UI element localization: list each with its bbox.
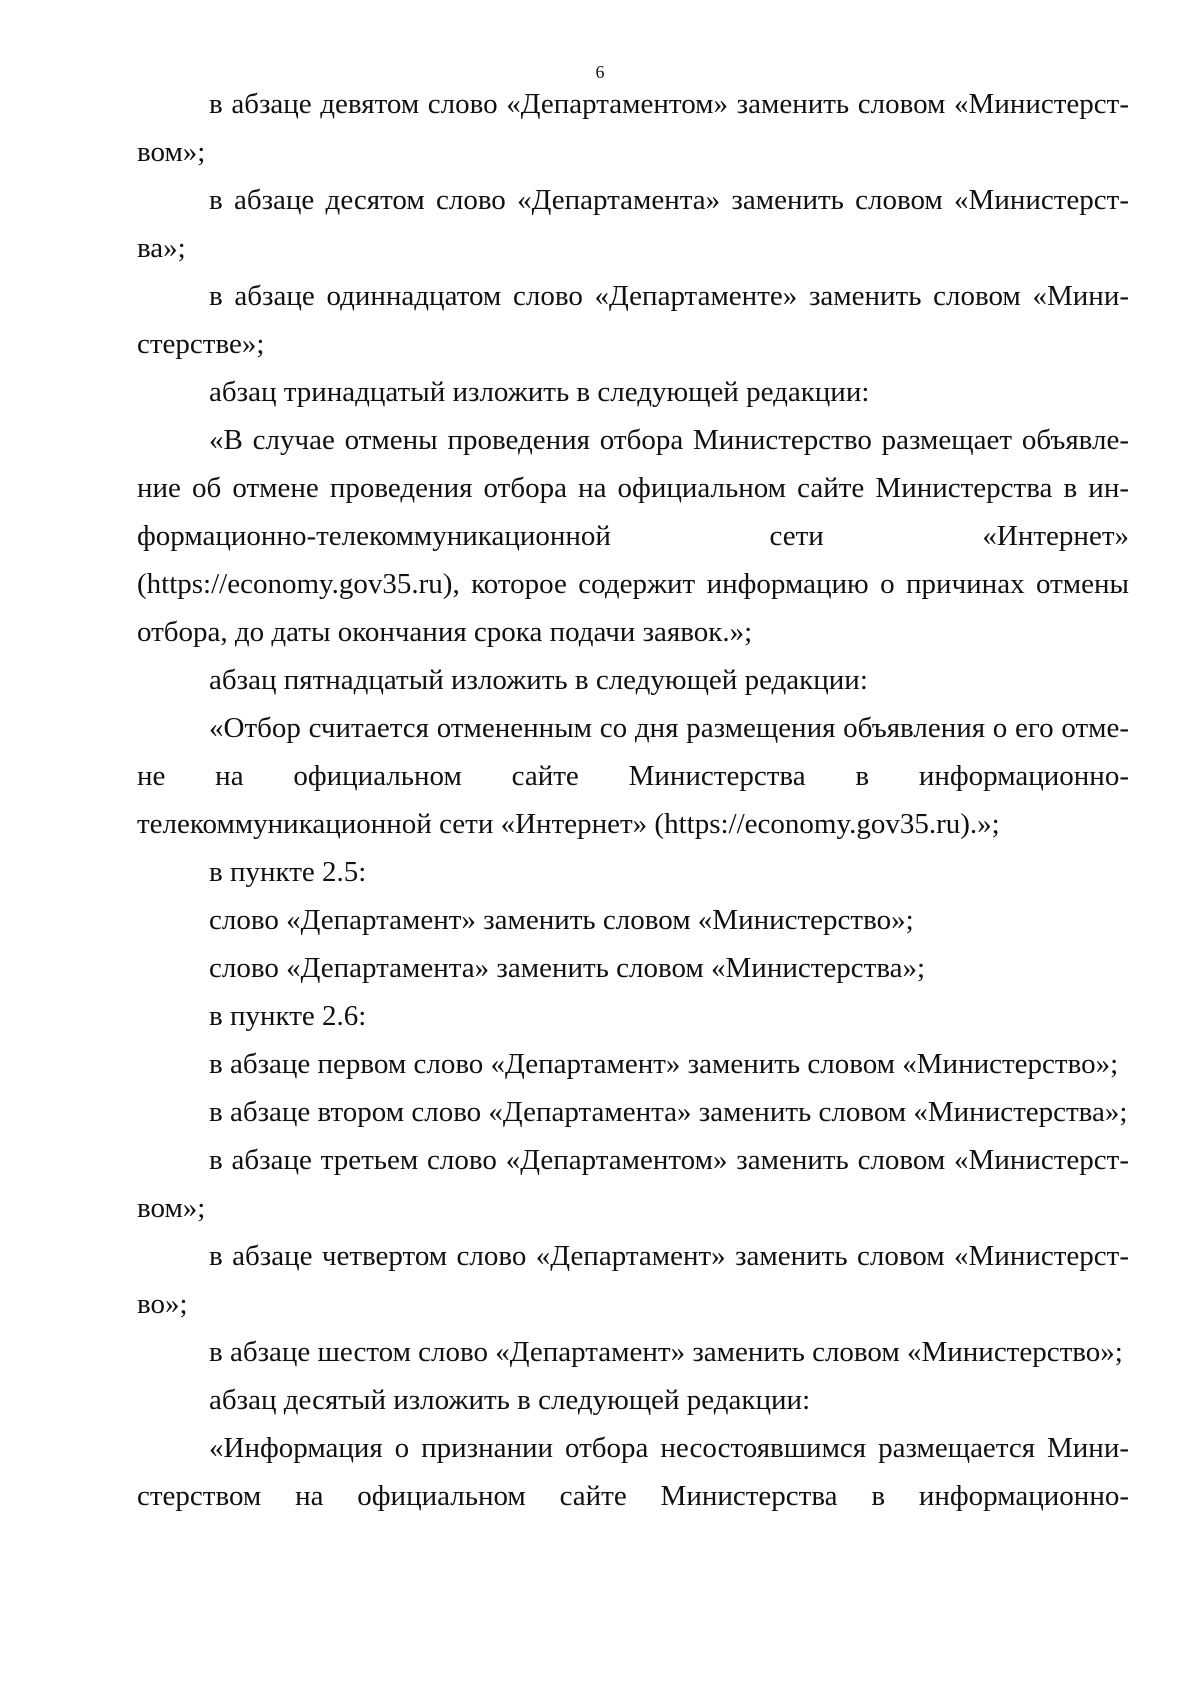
document-body — [137, 80, 1129, 1520]
text-line: стерстве»; — [137, 328, 265, 360]
text-line: отбора, до даты окончания срока подачи заявок.»; — [137, 616, 753, 648]
text-line: вом»; — [137, 136, 206, 168]
text-line: абзац десятый изложить в следующей редакции: — [209, 1384, 811, 1416]
text-line: в абзаце третьем слово «Департаментом» заменить словом «Министерст- — [209, 1144, 1129, 1176]
text-line: абзац тринадцатый изложить в следующей редакции: — [209, 376, 870, 408]
text-line: «Информация о признании отбора несостоявшимся размещается Мини- — [209, 1432, 1129, 1464]
text-line: в абзаце четвертом слово «Департамент» заменить словом «Министерст- — [209, 1240, 1129, 1272]
text-line: стерством на официальном сайте Министерства в информационно- — [137, 1480, 1129, 1512]
text-line: телекоммуникационной сети «Интернет» (https://economy.gov35.ru).»; — [137, 808, 1000, 840]
text-line: в абзаце шестом слово «Департамент» заменить словом «Министерство»; — [209, 1336, 1123, 1368]
text-line: ние об отмене проведения отбора на официальном сайте Министерства в ин- — [137, 472, 1129, 504]
text-line: в пункте 2.5: — [209, 856, 367, 888]
text-line: не на официальном сайте Министерства в информационно- — [137, 760, 1129, 792]
text-line: слово «Департамент» заменить словом «Министерство»; — [209, 904, 914, 936]
page-number: 6 — [595, 62, 605, 82]
text-line: абзац пятнадцатый изложить в следующей редакции: — [209, 664, 868, 696]
text-line: формационно-телекоммуникационной сети «Интернет» — [137, 520, 1129, 552]
text-line: «Отбор считается отмененным со дня размещения объявления о его отме- — [209, 712, 1129, 744]
text-line: вом»; — [137, 1192, 206, 1224]
text-line: в абзаце первом слово «Департамент» заменить словом «Министерство»; — [209, 1048, 1119, 1080]
text-line: «В случае отмены проведения отбора Министерство размещает объявле- — [209, 424, 1129, 456]
text-line: слово «Департамента» заменить словом «Министерства»; — [209, 952, 926, 984]
text-line: во»; — [137, 1288, 188, 1320]
text-line: в абзаце втором слово «Департамента» заменить словом «Министерства»; — [209, 1096, 1128, 1128]
text-line: в абзаце одиннадцатом слово «Департаменте» заменить словом «Мини- — [209, 280, 1129, 312]
text-line: ва»; — [137, 232, 186, 264]
text-line: в абзаце девятом слово «Департаментом» заменить словом «Министерст- — [209, 88, 1129, 120]
text-line: в пункте 2.6: — [209, 1000, 367, 1032]
text-line: (https://economy.gov35.ru), которое содержит информацию о причинах отмены — [137, 568, 1129, 600]
text-line: в абзаце десятом слово «Департамента» заменить словом «Министерст- — [209, 184, 1129, 216]
